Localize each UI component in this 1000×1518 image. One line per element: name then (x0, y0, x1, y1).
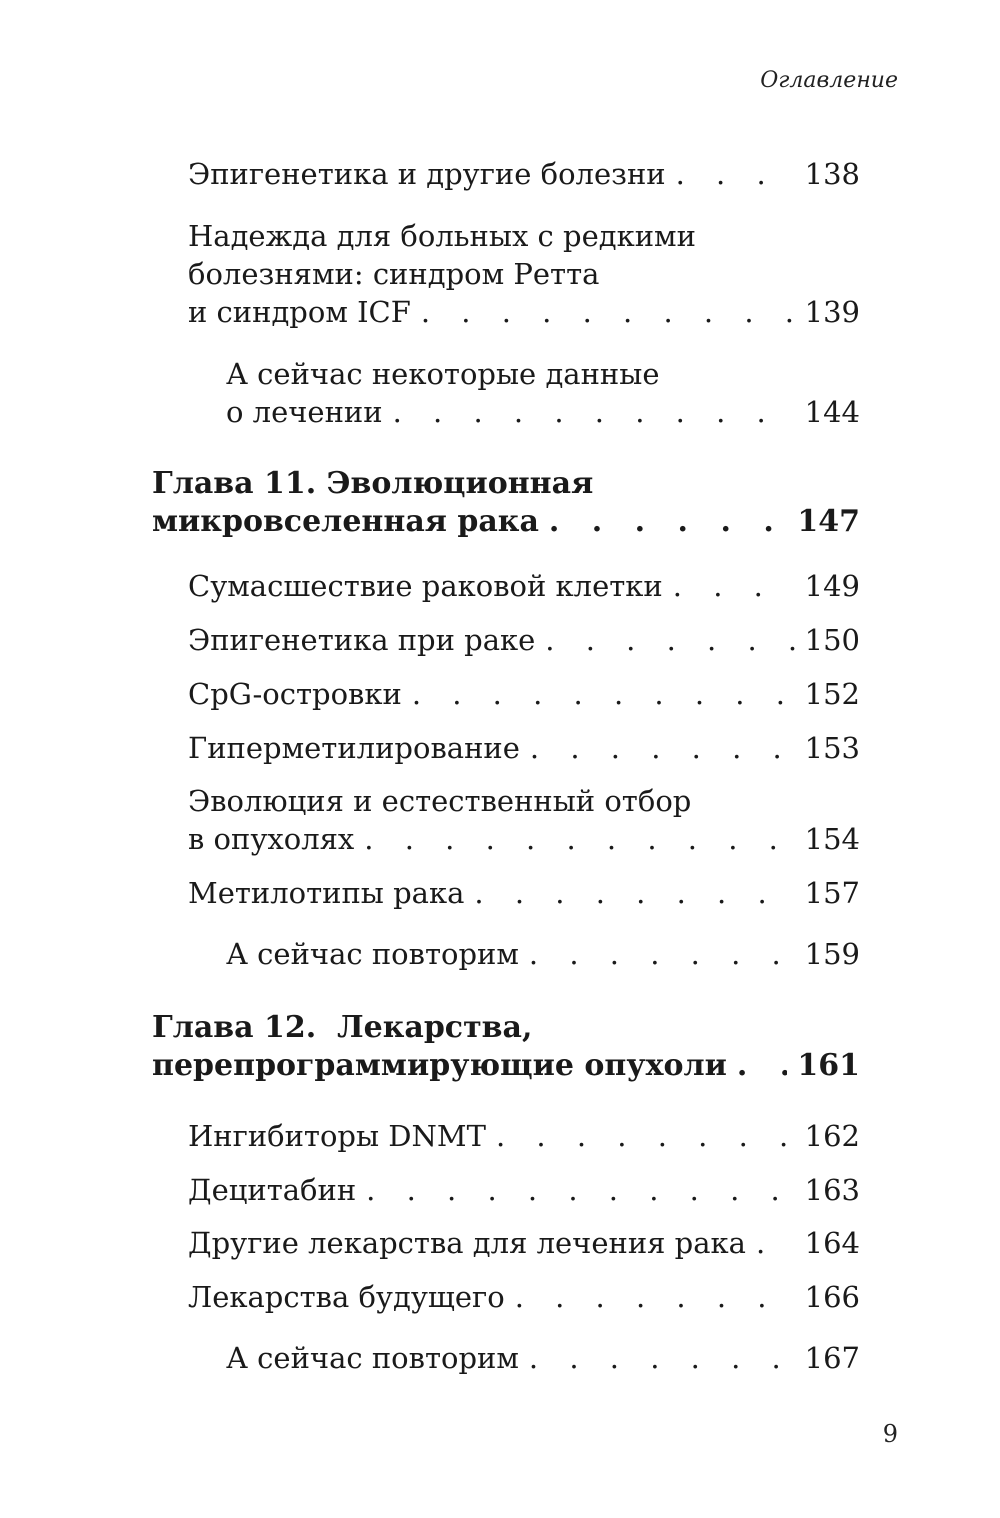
toc-entry-title: А сейчас повторим (226, 937, 519, 971)
toc-page-number: 162 (804, 1119, 860, 1153)
leader-dots (529, 1339, 795, 1377)
toc-entry-title: Эпигенетика при раке (188, 623, 536, 657)
leader-dots (421, 293, 795, 331)
toc-entry-title: Метилотипы рака (188, 876, 465, 910)
toc-entry-title: Эпигенетика и другие болезни (188, 157, 666, 191)
leader-dots (474, 874, 794, 912)
toc-entry-title: Сумасшествие раковой клетки (188, 569, 663, 603)
leader-dots (737, 1047, 787, 1085)
toc-entry-title: CpG-островки (188, 677, 402, 711)
toc-entry[interactable] (226, 935, 860, 973)
toc-chapter-title: Глава 11. Эволюционная (152, 466, 594, 501)
toc-page-number: 157 (804, 876, 860, 910)
toc-page-number: 154 (804, 822, 860, 856)
toc-entry[interactable] (188, 1117, 860, 1155)
toc-chapter-entry[interactable] (152, 1009, 860, 1085)
toc-entry[interactable] (188, 217, 860, 331)
toc-entry[interactable] (188, 1171, 860, 1209)
toc-entry-title: Надежда для больных с редкими (188, 219, 696, 253)
toc-entry[interactable] (188, 874, 860, 912)
toc-entry[interactable] (226, 1339, 860, 1377)
toc-page-number: 161 (797, 1048, 860, 1083)
toc-entry-title: А сейчас некоторые данные (226, 357, 660, 391)
toc-page-number: 147 (797, 504, 860, 539)
toc-page-number: 138 (804, 157, 860, 191)
toc-chapter-entry[interactable] (152, 465, 860, 541)
toc-page-number: 167 (804, 1341, 860, 1375)
toc-entry-title: Лекарства будущего (188, 1280, 505, 1314)
toc-entry-title: Гиперметилирование (188, 731, 520, 765)
leader-dots (545, 621, 794, 659)
leader-dots (529, 935, 795, 973)
leader-dots (366, 1171, 794, 1209)
leader-dots (496, 1117, 795, 1155)
toc-entry[interactable] (188, 567, 860, 605)
toc-page-number: 152 (804, 677, 860, 711)
toc-entry[interactable] (188, 1278, 860, 1316)
leader-dots (530, 729, 795, 767)
toc-entry[interactable] (188, 1224, 860, 1262)
toc-page-number: 153 (804, 731, 860, 765)
leader-dots (673, 567, 795, 605)
toc-page-number: 149 (804, 569, 860, 603)
toc-page-number: 144 (804, 395, 860, 429)
leader-dots (676, 155, 795, 193)
toc-entry[interactable] (188, 675, 860, 713)
toc-entry-title: Ингибиторы DNMT (188, 1119, 486, 1153)
running-head: Оглавление (760, 68, 898, 93)
toc-entry[interactable] (188, 729, 860, 767)
leader-dots (549, 503, 787, 541)
page-number: 9 (882, 1420, 898, 1448)
toc-page-number: 139 (804, 295, 860, 329)
toc-chapter-title: Глава 12. Лекарства, (152, 1010, 533, 1045)
leader-dots (756, 1224, 795, 1262)
toc-entry-title: Децитабин (188, 1173, 357, 1207)
toc-entry-title: в опухолях (188, 822, 355, 856)
toc-entry-title: и синдром ICF (188, 295, 411, 329)
toc-page-number: 150 (804, 623, 860, 657)
leader-dots (515, 1278, 795, 1316)
toc-page-number: 163 (804, 1173, 860, 1207)
toc-chapter-title: микровселенная рака (152, 504, 539, 539)
toc-entry[interactable] (188, 782, 860, 858)
toc-entry[interactable] (188, 155, 860, 193)
toc-chapter-title: перепрограммирующие опухоли (152, 1048, 727, 1083)
toc-entry-title: А сейчас повторим (226, 1341, 519, 1375)
toc-entry[interactable] (226, 355, 860, 431)
toc-entry[interactable] (188, 621, 860, 659)
leader-dots (412, 675, 795, 713)
toc-page-number: 164 (804, 1226, 860, 1260)
toc-entry-title: о лечении (226, 395, 383, 429)
toc-entry-title: болезнями: синдром Ретта (188, 257, 600, 291)
toc-entry-title: Эволюция и естественный отбор (188, 784, 692, 818)
leader-dots (393, 393, 795, 431)
toc-page-number: 159 (804, 937, 860, 971)
toc-entry-title: Другие лекарства для лечения рака (188, 1226, 746, 1260)
leader-dots (364, 820, 794, 858)
toc-page-number: 166 (804, 1280, 860, 1314)
